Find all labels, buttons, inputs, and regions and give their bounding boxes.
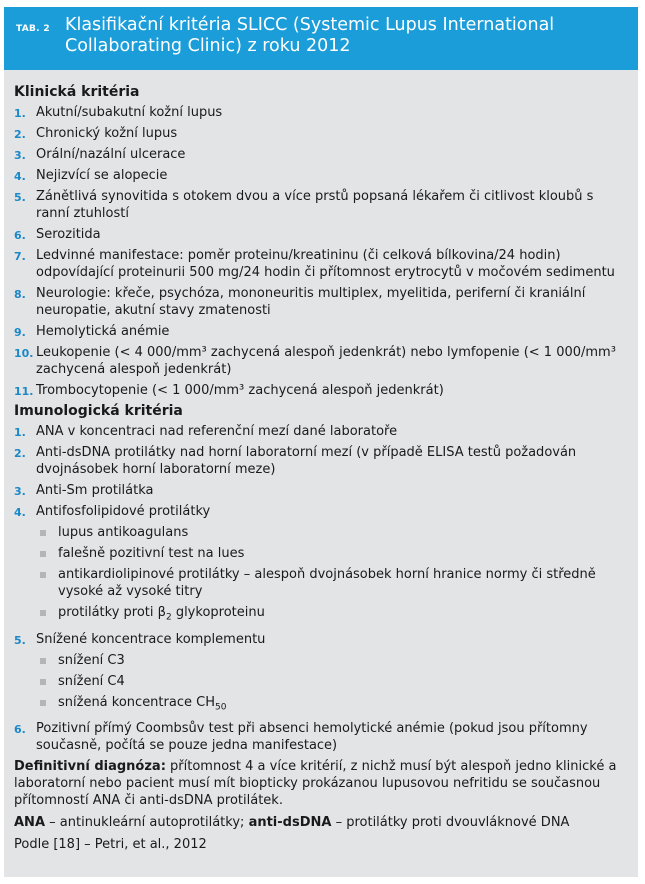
table-title: Klasifikační kritéria SLICC (Systemic Lupus International Collaborating Clinic) z roku 2012 xyxy=(65,15,555,56)
sub-item-text: falešně pozitivní test na lues xyxy=(58,546,245,561)
antiphospholipid-sublist xyxy=(36,524,628,627)
immuno-item xyxy=(14,423,628,440)
clinical-item xyxy=(14,226,628,243)
sub-item xyxy=(36,694,628,717)
item-text: Leukopenie (< 4 000/mm³ zachycená alespoň jedenkrát) nebo lymfopenie (< 1 000/mm³ zachycená alespoň jedenkrát) xyxy=(36,345,616,377)
square-bullet-icon xyxy=(40,610,46,616)
sub-item-text-prefix: snížená koncentrace CH xyxy=(58,694,215,710)
item-number: 1. xyxy=(14,107,26,120)
abbrev-term-antidsdna: anti-dsDNA xyxy=(248,815,332,831)
diagnosis-label: Definitivní diagnóza: xyxy=(14,759,166,775)
item-text: Pozitivní přímý Coombsův test při absenci hemolytické anémie (pokud jsou přítomny současně, počítá se pouze jedna manifestace) xyxy=(36,721,588,754)
clinical-item xyxy=(14,104,628,121)
item-number: 3. xyxy=(14,485,26,498)
item-text: Trombocytopenie (< 1 000/mm³ zachycená alespoň jedenkrát) xyxy=(36,383,444,398)
clinical-item xyxy=(14,146,628,163)
item-number: 2. xyxy=(14,447,26,460)
item-text: Anti-Sm protilátka xyxy=(36,483,154,498)
definitive-diagnosis xyxy=(14,758,628,809)
immunological-criteria-list xyxy=(14,423,628,754)
immunological-criteria-heading: Imunologická kritéria xyxy=(14,403,183,419)
clinical-criteria-heading: Klinická kritéria xyxy=(14,84,140,100)
clinical-item xyxy=(14,323,628,340)
clinical-item xyxy=(14,344,628,378)
item-text: Snížené koncentrace komplementu xyxy=(36,631,266,647)
source-citation: Podle [18] – Petri, et al., 2012 xyxy=(14,837,207,853)
item-number: 8. xyxy=(14,288,26,301)
item-number: 11. xyxy=(14,385,34,398)
item-text: Nejizvící se alopecie xyxy=(36,168,168,183)
square-bullet-icon xyxy=(40,572,46,578)
immuno-item xyxy=(14,482,628,499)
item-number: 4. xyxy=(14,170,26,183)
abbrev-def-antidsdna: – protilátky proti dvouvláknové DNA xyxy=(331,815,570,831)
sub-item-text: snížení C3 xyxy=(58,652,125,668)
item-text: Hemolytická anémie xyxy=(36,324,170,339)
table-number-label: TAB. 2 xyxy=(16,24,50,34)
abbrev-term-ana: ANA xyxy=(14,815,46,831)
clinical-item xyxy=(14,125,628,142)
subscript: 50 xyxy=(214,702,227,713)
item-number: 7. xyxy=(14,250,26,263)
sub-item-text-suffix: glykoproteinu xyxy=(171,605,265,620)
clinical-item xyxy=(14,167,628,184)
item-text: Ledvinné manifestace: poměr proteinu/kreatininu (či celková bílkovina/24 hodin) odpovídající proteinurii 500 mg/24 hodin či přítomnost erytrocytů v močovém sedimentu xyxy=(36,248,615,280)
immuno-item xyxy=(14,720,628,754)
clinical-item xyxy=(14,247,628,281)
item-number: 6. xyxy=(14,229,26,242)
immuno-item xyxy=(14,631,628,717)
square-bullet-icon xyxy=(40,530,46,536)
sub-item xyxy=(36,566,628,600)
abbrev-def-ana: – antinukleární autoprotilátky; xyxy=(45,815,249,831)
sub-item-text-prefix: protilátky proti β xyxy=(58,605,166,620)
diagnosis-text: přítomnost 4 a více kritérií, z nichž musí být alespoň jedno klinické a laboratorní nebo pacient musí mít biopticky prokázanou lupusovou nefritidu se současnou přítomností ANA či anti-dsDNA protilátek. xyxy=(14,759,617,809)
square-bullet-icon xyxy=(40,658,46,664)
square-bullet-icon xyxy=(40,700,46,706)
sub-item xyxy=(36,604,628,627)
item-number: 5. xyxy=(14,191,26,204)
item-number: 1. xyxy=(14,426,26,439)
sub-item xyxy=(36,652,628,669)
item-number: 10. xyxy=(14,347,34,360)
sub-item-text: snížení C4 xyxy=(58,673,125,689)
square-bullet-icon xyxy=(40,679,46,685)
item-number: 9. xyxy=(14,326,26,339)
item-number: 3. xyxy=(14,149,26,162)
immuno-item xyxy=(14,503,628,627)
item-number: 4. xyxy=(14,506,26,519)
square-bullet-icon xyxy=(40,551,46,557)
subscript: 2 xyxy=(165,612,172,623)
immuno-item xyxy=(14,444,628,478)
sub-item-text: antikardiolipinové protilátky – alespoň dvojnásobek horní hranice normy či středně vysoké až vysoké titry xyxy=(58,567,596,599)
sub-item xyxy=(36,673,628,690)
item-number: 2. xyxy=(14,128,26,141)
item-text: Orální/nazální ulcerace xyxy=(36,147,186,162)
table-content xyxy=(4,70,638,853)
item-text: Neurologie: křeče, psychóza, mononeuritis multiplex, myelitida, periferní či kraniální neuropatie, akutní stavy zmatenosti xyxy=(36,286,586,318)
item-text: Serozitida xyxy=(36,227,101,242)
clinical-item xyxy=(14,285,628,319)
item-text: Akutní/subakutní kožní lupus xyxy=(36,105,223,120)
clinical-item xyxy=(14,188,628,222)
sub-item xyxy=(36,524,628,541)
clinical-criteria-list xyxy=(14,104,628,399)
clinical-item xyxy=(14,382,628,399)
sub-item xyxy=(36,545,628,562)
table-box xyxy=(4,7,638,877)
item-text: Chronický kožní lupus xyxy=(36,126,178,141)
item-text: Anti-dsDNA protilátky nad horní laboratorní mezí (v případě ELISA testů požadován dvojnásobek horní laboratorní meze) xyxy=(36,445,577,477)
item-text: ANA v koncentraci nad referenční mezí dané laboratoře xyxy=(36,424,398,439)
item-number: 5. xyxy=(14,633,26,647)
item-number: 6. xyxy=(14,723,26,737)
table-header xyxy=(4,7,638,70)
item-text: Zánětlivá synovitida s otokem dvou a více prstů popsaná lékařem či citlivost kloubů s ranní ztuhlostí xyxy=(36,189,594,221)
complement-sublist xyxy=(36,652,628,717)
item-text: Antifosfolipidové protilátky xyxy=(36,504,211,519)
sub-item-text: lupus antikoagulans xyxy=(58,525,189,540)
abbreviations xyxy=(14,814,628,831)
